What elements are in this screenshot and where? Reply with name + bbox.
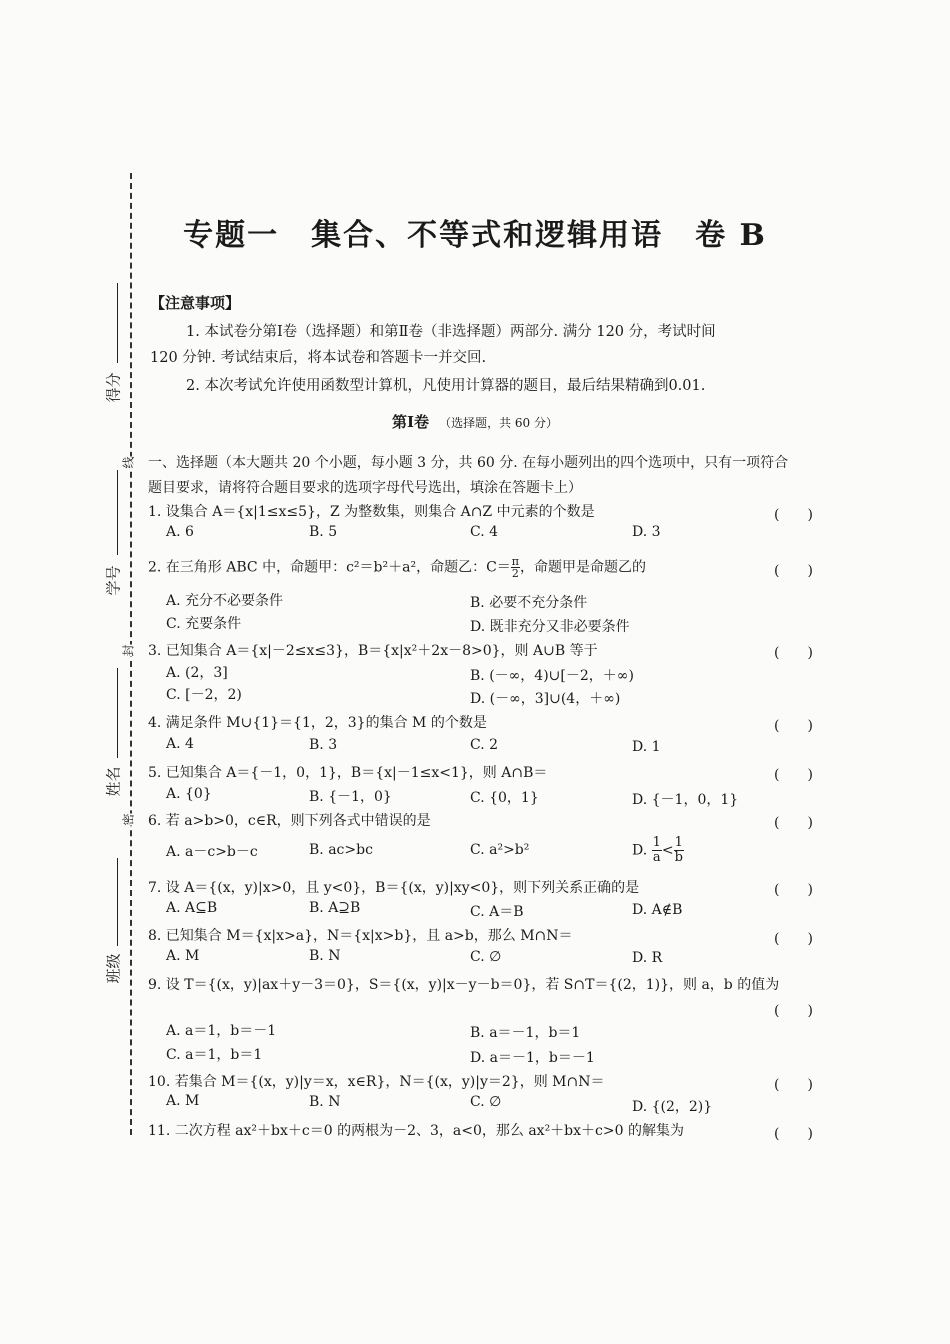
q6-stem: 6. 若 a>b>0，c∈R，则下列各式中错误的是 (148, 813, 431, 829)
q8-option-a: A. M (166, 948, 200, 964)
q1-answer-paren: ( ) (774, 507, 813, 523)
notice-line-2: 2. 本次考试允许使用函数型计算机，凡使用计算器的题目，最后结果精确到0.01. (186, 378, 706, 394)
q1-stem: 1. 设集合 A＝{x|1≤x≤5}，Z 为整数集，则集合 A∩Z 中元素的个数是 (148, 504, 595, 520)
notice-line-1a: 1. 本试卷分第Ⅰ卷（选择题）和第Ⅱ卷（非选择题）两部分. 满分 120 分，考试时间 (186, 324, 716, 340)
q8-option-c: C. ∅ (470, 949, 502, 965)
q2-option-a: A. 充分不必要条件 (166, 593, 284, 609)
q6-less-than: < (661, 842, 674, 859)
q3-option-a: A. (2，3] (166, 665, 228, 681)
q3-answer-paren: ( ) (774, 645, 813, 661)
q2-frac-num: π (511, 555, 520, 568)
q6-frac-1 (652, 836, 662, 865)
q4-option-c: C. 2 (470, 737, 499, 753)
class-blank (117, 858, 118, 946)
q6-frac-2-den: b (674, 850, 683, 865)
q2-stem-pre: 2. 在三角形 ABC 中，命题甲：c²＝b²＋a²，命题乙：C＝ (148, 559, 511, 576)
q9-answer-paren: ( ) (774, 1003, 813, 1019)
student-id-label: 学号 (104, 565, 123, 596)
notice-heading: 【注意事项】 (150, 294, 241, 312)
q6-option-d-label: D. (632, 842, 648, 859)
q10-option-b: B. N (309, 1094, 341, 1110)
q5-option-d: D. {－1，0，1} (632, 792, 739, 808)
q5-option-c: C. {0，1} (470, 790, 539, 806)
q6-option-c: C. a²>b² (470, 842, 530, 858)
q3-stem: 3. 已知集合 A＝{x|－2≤x≤3}，B＝{x|x²＋2x－8>0}，则 A∪B 等于 (148, 643, 598, 659)
q8-answer-paren: ( ) (774, 931, 813, 947)
q7-option-c: C. A＝B (470, 904, 524, 920)
q3-option-b: B. (－∞，4)∪[－2，＋∞) (470, 668, 634, 684)
part1-instructions-2: 题目要求，请将符合题目要求的选项字母代号选出，填涂在答题卡上） (148, 480, 582, 496)
q10-answer-paren: ( ) (774, 1077, 813, 1093)
q1-option-d: D. 3 (632, 524, 661, 540)
class-label: 班级 (104, 953, 123, 984)
q6-option-d (632, 836, 684, 865)
name-label: 姓名 (104, 766, 123, 797)
q4-option-a: A. 4 (166, 736, 194, 752)
q9-option-d: D. a＝－1，b＝－1 (470, 1050, 595, 1066)
q8-stem: 8. 已知集合 M＝{x|x>a}，N＝{x|x>b}，且 a>b，那么 M∩N＝ (148, 928, 573, 944)
exam-title: 专题一 集合、不等式和逻辑用语 卷 B (183, 218, 767, 253)
q7-option-d: D. A∉B (632, 902, 683, 918)
q1-option-c: C. 4 (470, 524, 499, 540)
score-blank (117, 283, 118, 363)
name-blank (117, 668, 118, 758)
q11-answer-paren: ( ) (774, 1126, 813, 1142)
q2-option-b: B. 必要不充分条件 (470, 595, 588, 611)
q1-option-b: B. 5 (309, 524, 338, 540)
notice-line-1b: 120 分钟. 考试结束后，将本试卷和答题卡一并交回. (150, 350, 487, 366)
q4-stem: 4. 满足条件 M∪{1}＝{1，2，3}的集合 M 的个数是 (148, 715, 487, 731)
q3-option-c: C. [－2，2) (166, 687, 242, 703)
section-subtitle: （选择题，共 60 分） (439, 416, 558, 430)
q7-option-b: B. A⊇B (309, 900, 361, 916)
q7-answer-paren: ( ) (774, 882, 813, 898)
q8-option-b: B. N (309, 948, 341, 964)
q3-option-d: D. (－∞，3]∪(4，＋∞) (470, 691, 621, 707)
section-title: 第Ⅰ卷 (392, 413, 430, 431)
q6-frac-2-num: 1 (674, 835, 683, 850)
q9-option-a: A. a＝1，b＝－1 (166, 1023, 277, 1039)
q5-answer-paren: ( ) (774, 767, 813, 783)
seal-line-char: 线 (118, 456, 139, 468)
q2-fraction (511, 556, 520, 579)
q1-option-a: A. 6 (166, 524, 194, 540)
q5-option-b: B. {－1，0} (309, 789, 392, 805)
part1-instructions-1: 一、选择题（本大题共 20 个小题，每小题 3 分，共 60 分. 在每小题列出的四个选项中，只有一项符合 (148, 455, 789, 471)
q6-option-a: A. a－c>b－c (166, 844, 258, 860)
q4-option-d: D. 1 (632, 739, 661, 755)
q2-stem (148, 556, 646, 579)
q6-answer-paren: ( ) (774, 815, 813, 831)
q2-option-d: D. 既非充分又非必要条件 (470, 619, 630, 635)
q7-option-a: A. A⊆B (166, 900, 218, 916)
section-header (0, 411, 950, 432)
student-id-blank (117, 470, 118, 555)
q9-option-c: C. a＝1，b＝1 (166, 1047, 263, 1063)
q2-answer-paren: ( ) (774, 563, 813, 579)
q2-frac-den: 2 (511, 567, 519, 580)
q2-stem-post: ，命题甲是命题乙的 (520, 559, 647, 576)
q5-stem: 5. 已知集合 A＝{－1，0，1}，B＝{x|－1≤x<1}，则 A∩B＝ (148, 765, 548, 781)
seal-feng-char: 封 (118, 644, 139, 656)
q2-option-c: C. 充要条件 (166, 616, 242, 632)
q5-option-a: A. {0} (166, 786, 212, 802)
q4-option-b: B. 3 (309, 737, 338, 753)
q9-stem: 9. 设 T＝{(x，y)|ax＋y－3＝0}，S＝{(x，y)|x－y－b＝0}，若 S∩T＝{(2，1)}，则 a，b 的值为 (148, 977, 780, 993)
q9-option-b: B. a＝－1，b＝1 (470, 1025, 581, 1041)
seal-mi-char: 密 (118, 813, 139, 825)
q6-frac-1-den: a (652, 850, 661, 865)
q6-frac-2 (674, 836, 684, 865)
q8-option-d: D. R (632, 950, 663, 966)
score-label: 得分 (104, 372, 123, 403)
q10-option-d: D. {(2，2)} (632, 1099, 713, 1115)
q6-option-b: B. ac>bc (309, 842, 373, 858)
q6-frac-1-num: 1 (652, 835, 661, 850)
q10-option-a: A. M (166, 1093, 200, 1109)
q10-stem: 10. 若集合 M＝{(x，y)|y＝x，x∈R}，N＝{(x，y)|y＝2}，则 M∩N＝ (148, 1074, 605, 1090)
q7-stem: 7. 设 A＝{(x，y)|x>0，且 y<0}，B＝{(x，y)|xy<0}，则下列关系正确的是 (148, 880, 640, 896)
q11-stem: 11. 二次方程 ax²＋bx＋c＝0 的两根为－2、3，a<0，那么 ax²＋bx＋c>0 的解集为 (148, 1123, 684, 1139)
q4-answer-paren: ( ) (774, 718, 813, 734)
q10-option-c: C. ∅ (470, 1094, 502, 1110)
